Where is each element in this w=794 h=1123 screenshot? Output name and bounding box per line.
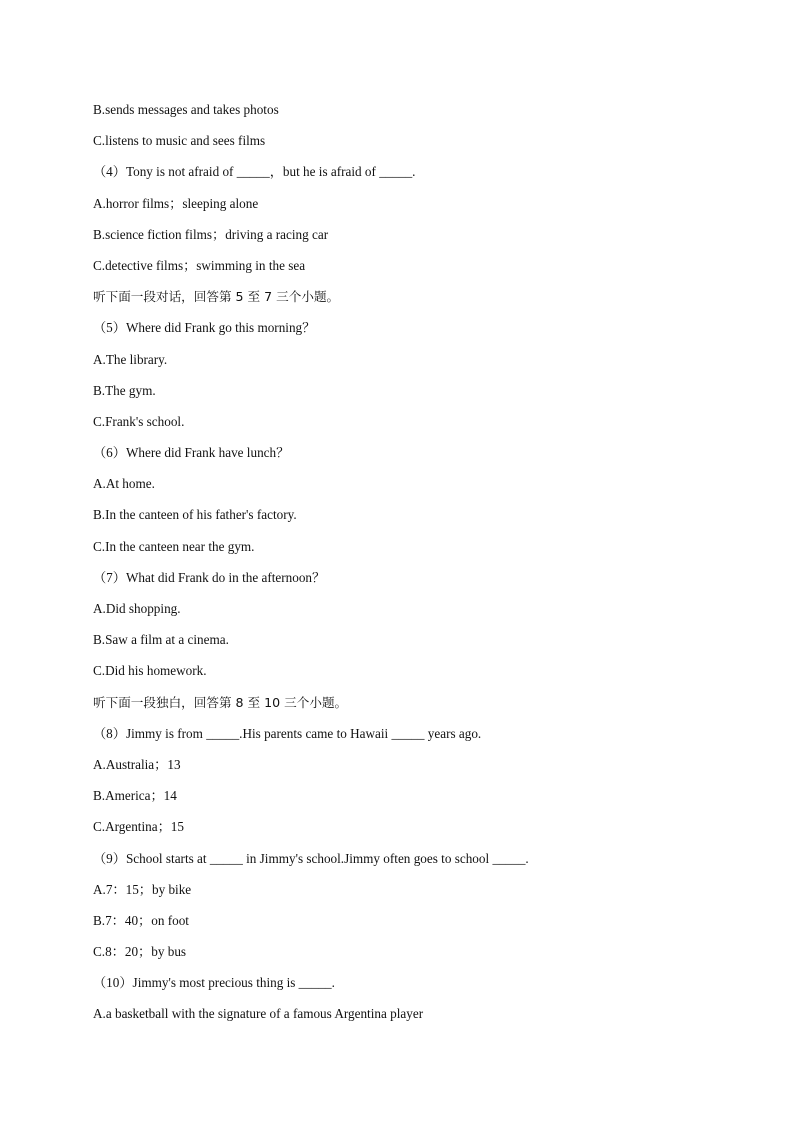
option-6a: A.At home. [93,476,155,492]
option-9b: B.7：40；on foot [93,912,189,928]
option-7c: C.Did his homework. [93,663,207,679]
option-7a: A.Did shopping. [93,601,181,616]
question-10: （10）Jimmy's most precious thing is _____. [93,975,335,991]
option-9a: A.7：15；by bike [93,881,192,897]
option-3c: C.listens to music and sees films [93,133,266,149]
option-5a: A.The library. [93,351,168,367]
option-9c: C.8：20；by bus [93,944,187,960]
option-6b: B.In the canteen of his father's factory. [93,507,297,523]
option-4c: C.detective films；swimming in the sea [93,257,306,273]
option-4b: B.science fiction films；driving a racing car [93,226,329,242]
option-5c: C.Frank's school. [93,413,185,429]
option-8c: C.Argentina；15 [93,819,184,835]
exam-text [93,99,753,1035]
option-8a: A.Australia；13 [93,756,181,772]
question-8: （8）Jimmy is from _____.His parents came to Hawaii _____ years ago. [93,725,482,741]
option-8b: B.America；14 [93,788,177,804]
question-5: （5）Where did Frank go this morning？ [93,320,316,336]
section-instruction-5-7: 听下面一段对话，回答第 5 至 7 三个小题。 [93,289,340,305]
option-5b: B.The gym. [93,382,156,398]
section-instruction-8-10: 听下面一段独白，回答第 8 至 10 三个小题。 [93,694,348,710]
question-6: （6）Where did Frank have lunch？ [93,445,290,461]
option-6c: C.In the canteen near the gym. [93,538,255,554]
question-9: （9）School starts at _____ in Jimmy's school.Jimmy often goes to school _____. [93,850,529,866]
option-4a: A.horror films；sleeping alone [93,195,259,211]
question-7: （7）What did Frank do in the afternoon？ [93,569,326,585]
option-3b: B.sends messages and takes photos [93,102,279,117]
question-4: （4）Tony is not afraid of _____，but he is afraid of _____. [93,164,416,180]
option-7b: B.Saw a film at a cinema. [93,632,229,648]
option-10a: A.a basketball with the signature of a famous Argentina player [93,1006,424,1022]
